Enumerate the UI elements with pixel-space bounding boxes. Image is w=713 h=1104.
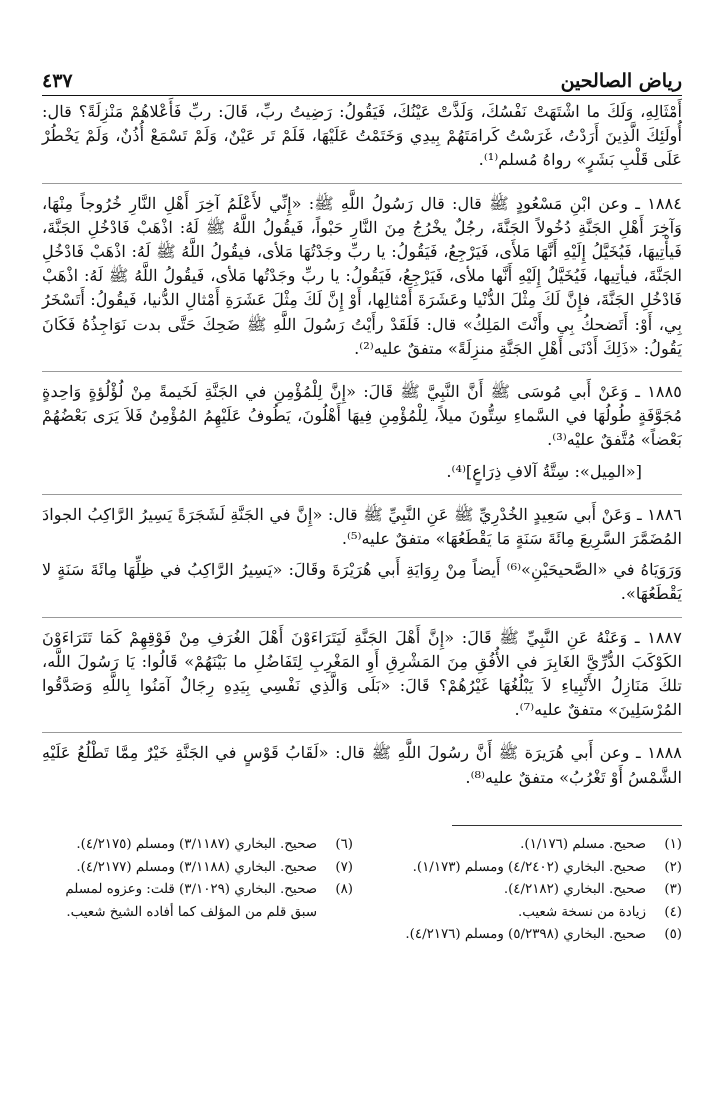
footnote: (٢) صحيح. البخاري (٤/٢٤٠٢) ومسلم (١/١٧٣).: [412, 859, 682, 875]
footnote: (٨) صحيح. البخاري (٣/١٠٢٩) قلت: وعزوه لمسلم سبق قلم من المؤلف كما أفاده الشيخ شعيب.: [65, 882, 353, 920]
hadith-1887: ١٨٨٧ ـ وَعَنْهُ عَنِ النَّبِيِّ ﷺ قَالَ: «إِنَّ أَهْلَ الجَنَّةِ لَيَتَرَاءَوْنَ أَهْلَ الغُرَفِ مِنْ فَوْقِهِمْ كَمَا تَتَرَاءَوْنَ الكَوْكَبَ الدُّرِّيَّ الغَابِرَ في الأُفُقِ مِنَ المَشْرِقِ أَوِ المَغْرِبِ لِتَفَاضُلِ ما بَيْنَهُمْ» قَالُوا: يَا رَسُولَ اللَّه، تلكَ مَنَازِلُ الأَنْبِياءِ لاَ يَبْلُغُهَا غَيْرُهُمْ؟ قَالَ: «بَلَى وَالَّذِي نَفْسِي بِيَدِهِ رِجَالٌ آمَنُوا بِاللَّهِ وَصَدَّقُوا المُرْسَلِينَ» متفقٌ عليه⁽⁷⁾.: [42, 627, 682, 720]
footnote: (٣) صحيح. البخاري (٤/٢١٨٢).: [503, 882, 682, 897]
footnote-rule: [452, 825, 682, 826]
footnote: (٧) صحيح. البخاري (٣/١١٨٨) ومسلم (٤/٢١٧٧).: [76, 859, 353, 875]
page: [42, 70, 682, 797]
divider: [42, 494, 682, 495]
main-text: [42, 100, 682, 790]
hadith-1886: ١٨٨٦ ـ وَعَنْ أَبي سَعِيدٍ الخُدْرِيِّ ﷺ عَنِ النَّبِيِّ ﷺ قال: «إِنَّ في الجَنَّةِ لَشَجَرَةً يَسِيرُ الرَّاكِبُ الجوادَ المُضَمَّرَ السَّرِيعَ مِائَةَ سَنَةٍ مَا يَقْطَعُهَا» متفقٌ عليه⁽⁵⁾.: [42, 504, 682, 549]
paragraph-continuation: أَمْثَالِهِ، وَلَكَ ما اشْتَهَتْ نَفْسُكَ، وَلَذَّتْ عَيْنُكَ، فَيَقُولُ: رَضِيتُ ربِّ، قَالَ: ربِّ فَأَعْلاهُمْ مَنْزِلَةً؟ قال: أُولَئِكَ الَّذِينَ أَرَدْتُ، غَرَسْتُ كَرامَتَهُمْ بِيدِي وَخَتَمْتُ عَلَيْهَا، فَلَمْ تَر عَيْنٌ، وَلَمْ تَسْمَعْ أُذُنٌ، وَلَمْ يَخْطُرْ عَلَى قَلْبِ بَشَرٍ» رواهُ مُسلم⁽¹⁾.: [42, 102, 682, 170]
divider: [42, 617, 682, 618]
hadith-1885: ١٨٨٥ ـ وَعَنْ أَبي مُوسَى ﷺ أَنَّ النَّبِيَّ ﷺ قَالَ: «إِنَّ لِلْمُؤْمِنِ في الجَنَّةِ لَخَيمةً مِنْ لُؤْلُؤةٍ وَاحِدةٍ مُجَوَّفَةٍ طُولُهَا في السَّماءِ سِتُّونَ ميلاً، لِلْمُؤْمِنِ فِيهَا أَهْلُونَ، يَطُوفُ عَلَيْهِمُ المُؤْمِنُ فَلاَ يَرَى بَعْضُهُمْ بَعْضاً» مُتَّفقٌ عليْه⁽³⁾.: [42, 382, 682, 450]
divider: [42, 371, 682, 372]
divider: [42, 732, 682, 733]
book-title: رياض الصالحين: [560, 70, 682, 92]
footnotes-right-column: [371, 834, 682, 947]
hadith-1888: ١٨٨٨ ـ وعن أَبي هُرَيرَة ﷺ أَنَّ رسُولَ اللَّهِ ﷺ قال: «لَقَابُ قَوْسٍ في الجَنَّةِ خَيْرٌ مِمَّا تَطْلُعُ عَلَيْهِ الشَّمْسُ أَوْ تَغْرُبُ» متفقٌ عليه⁽⁸⁾.: [42, 743, 682, 787]
gloss-mil: [«المِيل»: سِتَّةُ آلافِ ذِرَاعٍ]⁽⁴⁾.: [446, 461, 642, 481]
footnote: (٤) زيادة من نسخة شعيب.: [517, 904, 682, 920]
footnotes-left-column: [42, 834, 353, 947]
page-number: ٤٣٧: [42, 70, 73, 92]
hadith-1886-second-narration: وَرَوَيَاهُ في «الصَّحيحَيْنِ»⁽⁶⁾ أَيضاً مِنْ رِوَايَةِ أَبي هُرَيْرَةَ وقَالَ: «يَسِيرُ الرَّاكِبُ في ظِلِّهَا مِائَةَ سَنَةٍ لا يَقْطَعُهَا».: [42, 560, 682, 604]
footnotes: [42, 825, 682, 947]
footnote: (٦) صحيح. البخاري (٣/١١٨٧) ومسلم (٤/٢١٧٥).: [76, 837, 353, 852]
divider: [42, 183, 682, 184]
footnote: (١) صحيح. مسلم (١/١٧٦).: [520, 837, 682, 852]
footnote: (٥) صحيح. البخاري (٥/٢٣٩٨) ومسلم (٤/٢١٧٦).: [405, 927, 682, 942]
running-header: [42, 70, 682, 96]
hadith-1884: ١٨٨٤ ـ وعن ابْنِ مَسْعُودٍ ﷺ قال: قال رَسُولُ اللَّهِ ﷺ: «إِنِّي لأَعْلَمُ آخِرَ أَهْلِ النَّارِ خُرُوجاً مِنْهَا، وَآخِرَ أَهْلِ الجَنَّةِ دُخُولاً الجَنَّةَ، رجُلٌ يخْرُجُ مِنَ النَّارِ حَبْواً، فَيقُولُ اللَّهُ ﷺ لَهُ: اذْهَبْ فَادْخُلِ الجَنَّةَ، فَيأْتِيهَا، فَيُخَيَّلُ إِلَيْهِ أَنَّهَا مَلأَى، فَيَرْجِعُ، فَيَقُولُ: يا ربِّ وجَدْتُهَا مَلأى، فيقُولُ اللَّهُ ﷺ لَهُ: اذْهَبْ فَادْخُلِ الجَنَّةَ، فيأتِيها، فَيُخَيَّلُ إِلَيْهِ أَنَّها ملأى، فَيَرْجِعُ، فَيَقُولُ: يا ربِّ وجَدْتُها مَلأى، فَيقُولُ اللَّهُ ﷺ لَهُ: اذْهَبْ فَادْخُلِ الجَنَّةَ، فإِنَّ لَكَ مِثْلَ الدُّنْيا وعَشَرَةَ أَمْثالِها، أَوْ إِنَّ لَكَ مِثْلَ عَشَرَةِ أَمْثالِ الدُّنيا، فَيقُولُ: أَتَسْخَرُ بِي، أَوْ: أَتَضحكُ بِي وأَنْتَ المَلِكُ» قال: فَلَقَدْ رأَيْتُ رَسُولَ اللَّهِ ﷺ ضَحِكَ حَتَّى بدت نَوَاجِذُهُ فَكَانَ يَقُولُ: «ذَلِكَ أَدْنَى أَهْلِ الجَنَّةِ منزِلَةً» متفقٌ عليه⁽²⁾.: [42, 193, 682, 358]
